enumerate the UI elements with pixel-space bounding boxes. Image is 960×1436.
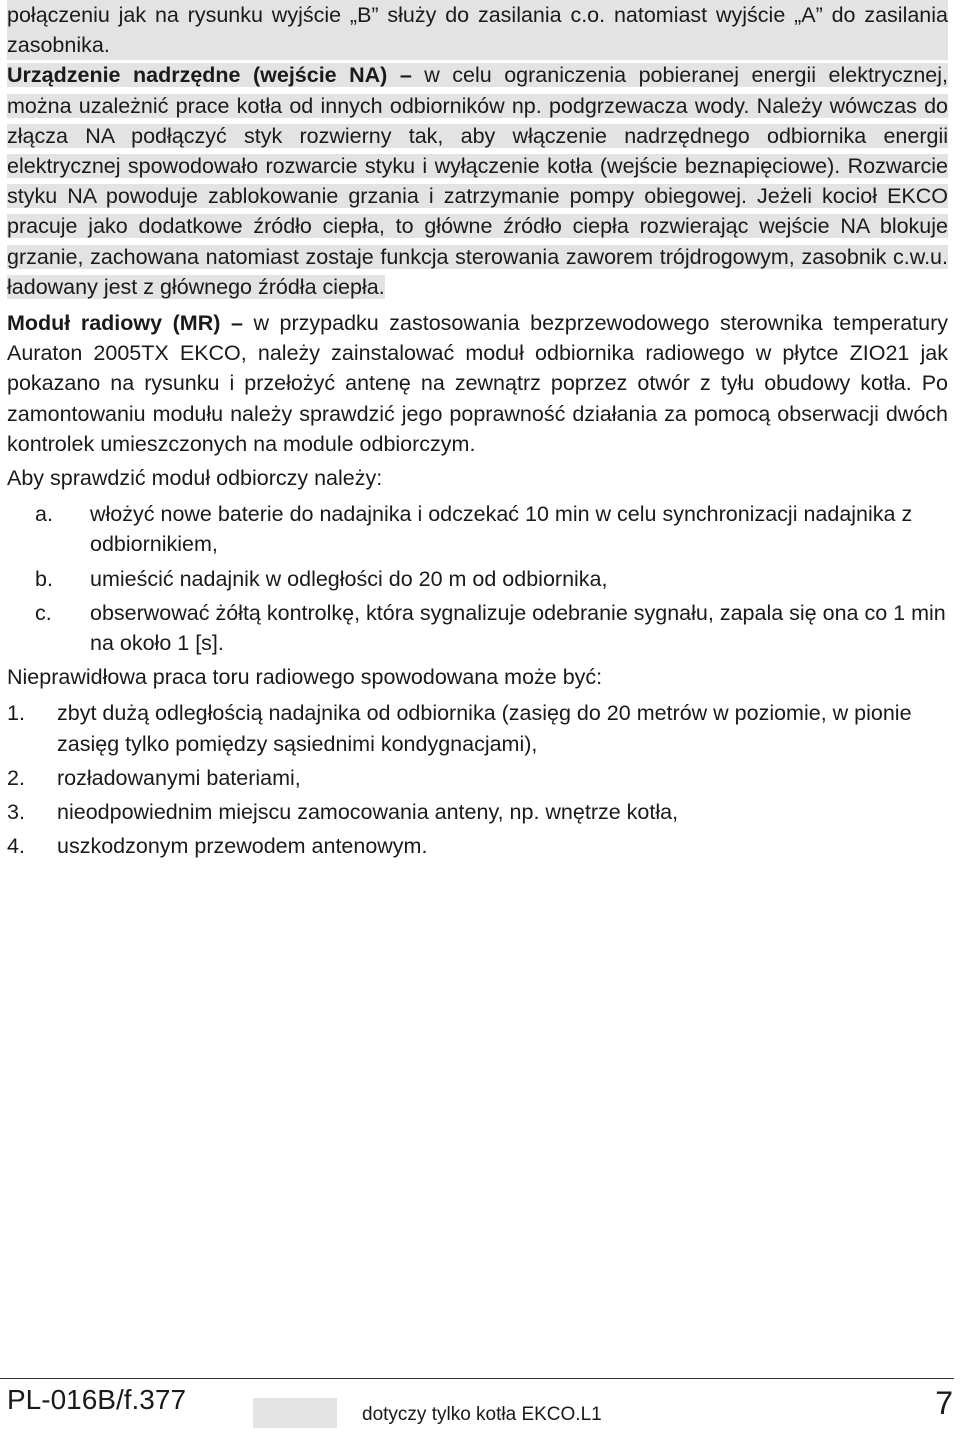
list-marker: a. [35,502,53,527]
faults-intro: Nieprawidłowa praca toru radiowego spowodowana może być: [7,665,603,690]
footer-divider [0,1378,954,1379]
document-page [7,0,948,865]
check-steps-list [7,499,948,658]
list-item [7,797,948,827]
list-item [7,564,948,594]
list-item-text: zbyt dużą odległością nadajnika od odbiornika (zasięg do 20 metrów w poziomie, w pionie zasięg tylko pomiędzy sąsiednimi kondygnacjami), [57,701,912,756]
na-heading: Urządzenie nadrzędne (wejście NA) [7,63,388,88]
na-body: w celu ograniczenia pobieranej energii elektrycznej, można uzależnić prace kotła od innych odbiorników np. podgrzewacza wody. Należy wówczas do złącza NA podłączyć styk rozwierny tak, aby włączenie nadrzędnego odbiornika energii elektrycznej spowodowało rozwarcie styku i wyłączenie kotła (wejście beznapięciowe). Rozwarcie styku NA powoduje zablokowanie grzania i zatrzymanie pompy obiegowej. [7,63,948,209]
na-highlight: Jeżeli kocioł EKCO pracuje jako dodatkowe źródło ciepła, to główne źródło ciepła rozwierając wejście NA blokuje grzanie, zachowana natomiast zostaje funkcja sterowania zaworem trójdrogowym, zasobnik c.w.u. ładowany jest z głównego źródła ciepła. [7,184,948,299]
na-paragraph [7,60,948,302]
list-item [7,499,948,559]
faults-list [7,698,948,861]
mr-heading: Moduł radiowy (MR) [7,311,221,336]
list-item-text: nieodpowiednim miejscu zamocowania anteny, np. wnętrze kotła, [57,800,679,825]
list-marker: 3. [7,800,25,825]
footer-note: dotyczy tylko kotła EKCO.L1 [362,1404,602,1425]
footer-gray-box [253,1398,337,1428]
list-item [7,831,948,861]
list-item-text: włożyć nowe baterie do nadajnika i odczekać 10 min w celu synchronizacji nadajnika z odbiornikiem, [90,502,913,557]
list-item-text: umieścić nadajnik w odległości do 20 m od odbiornika, [90,566,608,591]
mr-dash: – [230,311,243,336]
list-item [7,598,948,658]
list-marker: 2. [7,765,25,790]
intro-paragraph: połączeniu jak na rysunku wyjście „B” służy do zasilania c.o. natomiast wyjście „A” do zasilania zasobnika. [7,0,948,60]
page-number: 7 [935,1385,953,1421]
list-item-text: rozładowanymi bateriami, [57,765,301,790]
mr-body: w przypadku zastosowania bezprzewodowego sterownika temperatury Auraton 2005TX EKCO, należy zainstalować moduł odbiornika radiowego w płytce ZIO21 jak pokazano na rysunku i przełożyć antenę na zewnątrz poprzez otwór z tyłu obudowy kotła. Po zamontowaniu modułu należy sprawdzić jego poprawność działania za pomocą obserwacji dwóch kontrolek umieszczonych na module odbiorczym. [7,311,948,456]
list-item-text: uszkodzonym przewodem antenowym. [57,834,428,859]
check-intro: Aby sprawdzić moduł odbiorczy należy: [7,466,383,491]
list-item [7,763,948,793]
list-marker: 1. [7,701,25,726]
list-marker: b. [35,566,53,591]
footer-doc-code: PL-016B/f.377 [7,1384,187,1415]
na-dash: – [399,63,412,88]
list-item [7,698,948,758]
mr-paragraph [7,308,948,459]
list-marker: c. [35,600,52,625]
list-marker: 4. [7,834,25,859]
list-item-text: obserwować żółtą kontrolkę, która sygnalizuje odebranie sygnału, zapala się ona co 1 min na około 1 [s]. [90,600,946,656]
